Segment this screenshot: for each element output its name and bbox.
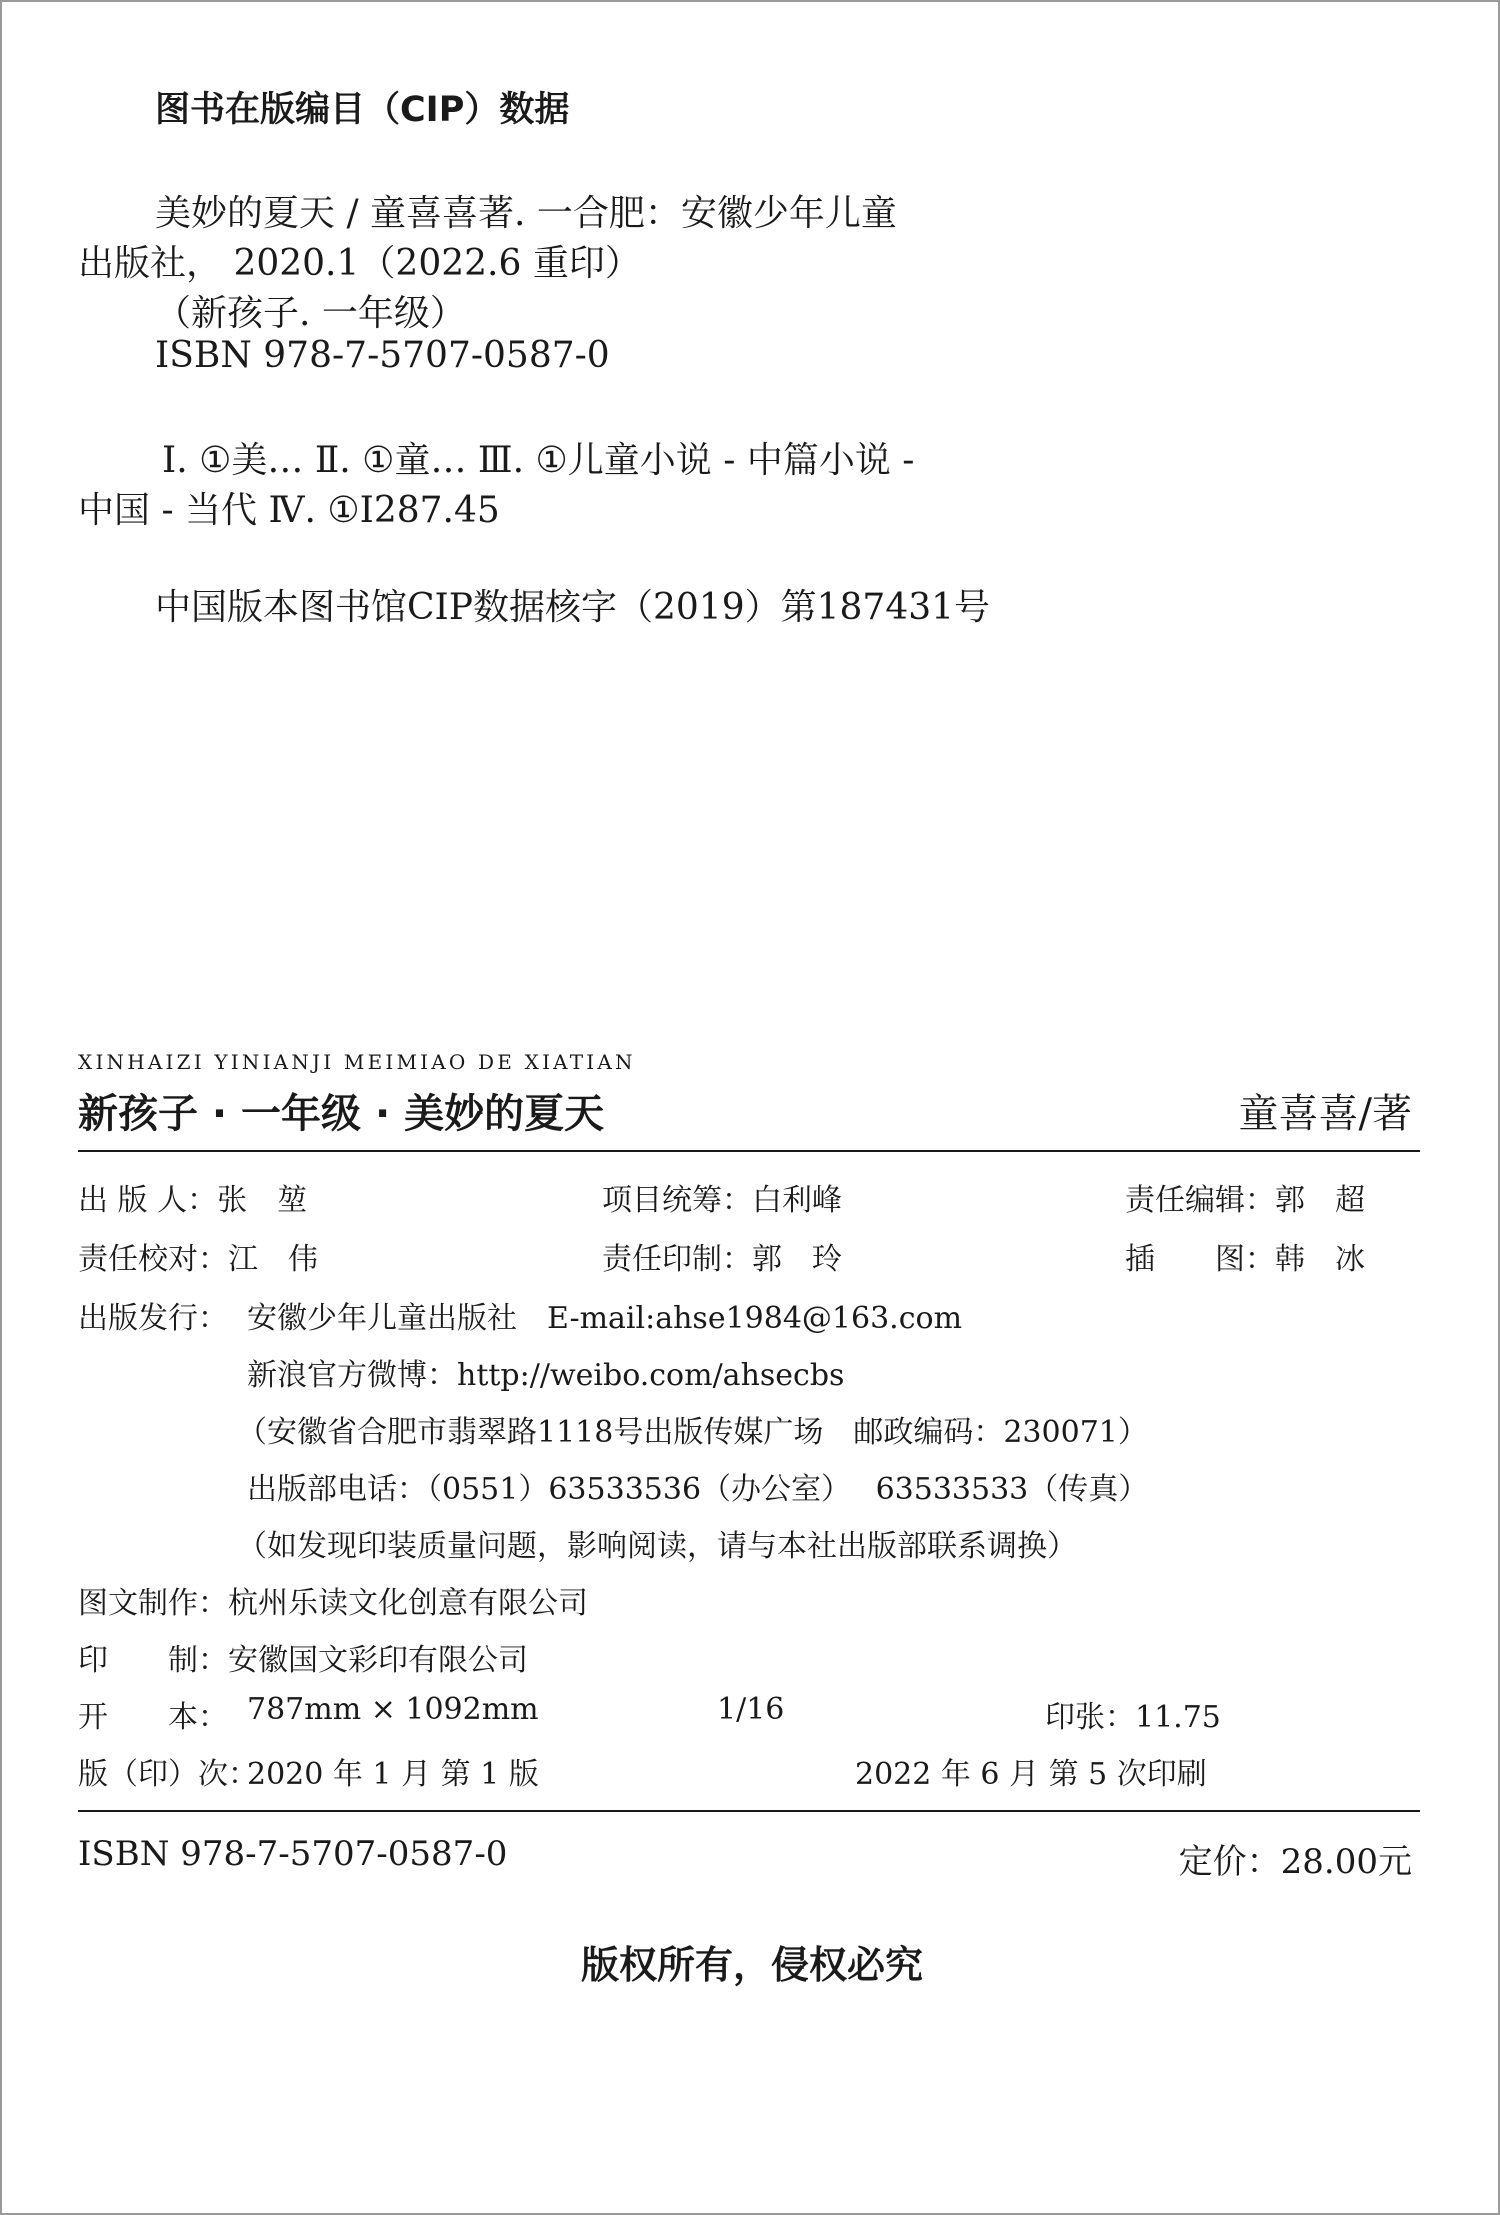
role-label: 出 版 人： xyxy=(78,1183,218,1218)
role-value: 江 伟 xyxy=(228,1242,318,1277)
distribution-line: 安徽少年儿童出版社 E-mail:ahse1984@163.com xyxy=(247,1301,963,1336)
distribution-line: （安徽省合肥市翡翠路1118号出版传媒广场 邮政编码：230071） xyxy=(237,1415,1148,1450)
format-sheets: 印张：11.75 xyxy=(1045,1700,1221,1735)
row-label: 图文制作： xyxy=(78,1586,228,1621)
distribution-line: （如发现印装质量问题，影响阅读，请与本社出版部联系调换） xyxy=(237,1529,1077,1564)
cip-line: （新孩子. 一年级） xyxy=(155,293,466,334)
role-label: 责任校对： xyxy=(78,1242,228,1277)
author: 童喜喜/著 xyxy=(1238,1091,1412,1137)
role-value: 张 堃 xyxy=(217,1183,308,1218)
row-label: 印 制： xyxy=(78,1643,228,1678)
format-size: 787mm × 1092mm xyxy=(247,1692,539,1727)
cip-line: 中国 - 当代 Ⅳ. ①I287.45 xyxy=(78,490,500,531)
divider xyxy=(78,1810,1420,1812)
role-publisher-person xyxy=(78,1175,307,1219)
role-editor xyxy=(1125,1175,1365,1219)
role-label: 插 图： xyxy=(1125,1242,1275,1277)
role-illustrator xyxy=(1125,1234,1365,1278)
role-print-supervisor xyxy=(602,1234,842,1278)
pinyin-title: XINHAIZI YINIANJI MEIMIAO DE XIATIAN xyxy=(78,1050,636,1074)
format-label: 开 本： xyxy=(78,1700,228,1735)
format-fold: 1/16 xyxy=(717,1692,785,1727)
distribution-label: 出版发行： xyxy=(78,1301,228,1336)
distribution-line: 新浪官方微博：http://weibo.com/ahsecbs xyxy=(247,1358,845,1393)
cip-line: 出版社， 2020.1（2022.6 重印） xyxy=(78,243,641,284)
role-label: 项目统筹： xyxy=(602,1183,752,1218)
role-value: 韩 冰 xyxy=(1275,1242,1365,1277)
divider xyxy=(78,1150,1420,1152)
cip-line: 美妙的夏天 / 童喜喜著. 一合肥：安徽少年儿童 xyxy=(155,193,897,234)
role-value: 郭 超 xyxy=(1275,1183,1365,1218)
printing-row xyxy=(78,1635,528,1679)
cip-heading: 图书在版编目（CIP）数据 xyxy=(155,90,570,130)
role-project-coordinator xyxy=(602,1175,842,1219)
row-value: 安徽国文彩印有限公司 xyxy=(228,1643,528,1678)
cip-line: 中国版本图书馆CIP数据核字（2019）第187431号 xyxy=(155,587,991,628)
edition-current: 2022 年 6 月 第 5 次印刷 xyxy=(855,1757,1207,1792)
isbn: ISBN 978-7-5707-0587-0 xyxy=(78,1834,508,1874)
role-value: 白利峰 xyxy=(752,1183,842,1218)
edition-label: 版（印）次： xyxy=(78,1757,258,1792)
role-label: 责任印制： xyxy=(602,1242,752,1277)
cip-line: ISBN 978-7-5707-0587-0 xyxy=(155,335,610,376)
production-row xyxy=(78,1578,588,1622)
cip-line: Ⅰ. ①美… Ⅱ. ①童… Ⅲ. ①儿童小说 - 中篇小说 - xyxy=(162,440,915,481)
role-value: 郭 玲 xyxy=(752,1242,842,1277)
role-proofreader xyxy=(78,1234,318,1278)
distribution-line: 出版部电话：（0551）63533536（办公室） 63533533（传真） xyxy=(247,1472,1149,1507)
copyright-notice: 版权所有，侵权必究 xyxy=(580,1943,923,1987)
price: 定价：28.00元 xyxy=(1178,1842,1412,1882)
role-label: 责任编辑： xyxy=(1125,1183,1275,1218)
row-value: 杭州乐读文化创意有限公司 xyxy=(228,1586,588,1621)
book-title: 新孩子 · 一年级 · 美妙的夏天 xyxy=(78,1091,605,1137)
edition-first: 2020 年 1 月 第 1 版 xyxy=(247,1757,539,1792)
